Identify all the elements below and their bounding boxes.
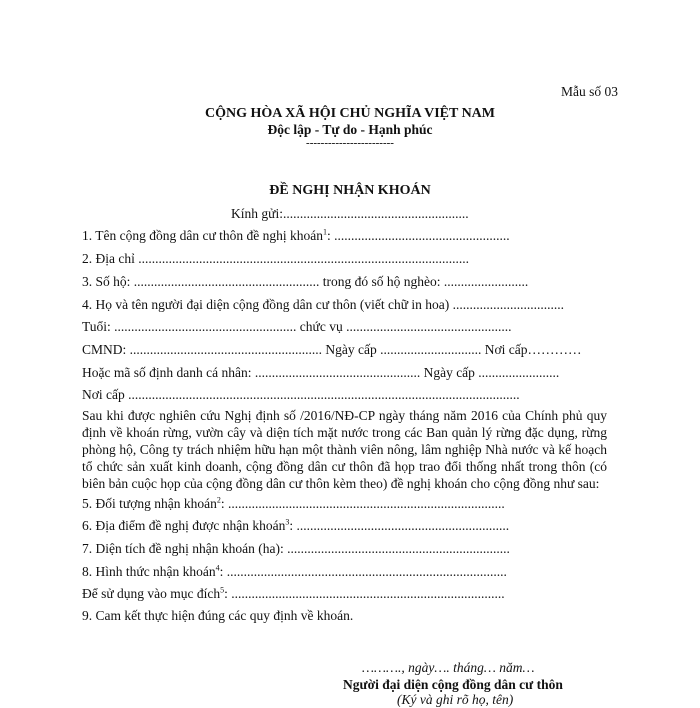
- item-purpose-label: Để sử dụng vào mục đích: [82, 586, 221, 601]
- item-contract-subject-dots: : ..................................................................................: [220, 496, 505, 511]
- motto: Độc lập - Tự do - Hạnh phúc: [267, 122, 433, 137]
- field-address: 2. Địa chỉ ..................................................................................................: [82, 251, 469, 266]
- item-contract-form: [82, 564, 602, 580]
- item-location: [82, 518, 602, 534]
- footnote-ref-4: 4: [215, 563, 220, 573]
- field-personal-id: Hoặc mã số định danh cá nhân: ................................................. Ngày cấp ........................: [82, 365, 560, 380]
- document-title: ĐỀ NGHỊ NHẬN KHOÁN: [269, 183, 431, 198]
- signer-title: Người đại diện cộng đồng dân cư thôn: [343, 677, 563, 692]
- field-representative-name: 4. Họ và tên người đại diện cộng đồng dân cư thôn (viết chữ in hoa) .................................: [82, 297, 565, 312]
- item-purpose-dots: : .................................................................................: [224, 586, 505, 601]
- form-number: Mẫu số 03: [561, 84, 618, 99]
- field-id-card: CMND: ......................................................... Ngày cấp .............................. Nơi cấp…………: [82, 342, 582, 357]
- item-contract-form-dots: : ...................................................................................: [219, 564, 507, 579]
- footnote-ref-2: 2: [216, 495, 221, 505]
- item-location-dots: : ...............................................................: [289, 518, 510, 533]
- header-divider: ------------------------: [306, 137, 394, 149]
- item-commitment: 9. Cam kết thực hiện đúng các quy định về khoán.: [82, 608, 354, 623]
- field-issue-place: Nơi cấp ....................................................................................................................: [82, 387, 520, 402]
- item-contract-subject-label: 5. Đối tượng nhận khoán: [82, 496, 217, 511]
- field-community-name-dots: : ....................................................: [327, 228, 510, 243]
- field-household-count: 3. Số hộ: ....................................................... trong đó số hộ nghèo: .........................: [82, 274, 529, 289]
- item-area: 7. Diện tích đề nghị nhận khoán (ha): ..................................................................: [82, 541, 510, 556]
- item-contract-subject: [82, 496, 602, 512]
- greeting-line: Kính gửi:.......................................................: [231, 206, 469, 221]
- signature-date-line: ………., ngày…. tháng… năm…: [362, 660, 535, 675]
- country-heading: CỘNG HÒA XÃ HỘI CHỦ NGHĨA VIỆT NAM: [204, 106, 495, 121]
- field-community-name: [82, 228, 602, 244]
- footnote-ref-3: 3: [285, 517, 290, 527]
- body-paragraph: Sau khi được nghiên cứu Nghị định số /2016/NĐ-CP ngày tháng năm 2016 của Chính phủ quy định về khoán rừng, vườn cây và diện tích mặt nước trong các Ban quản lý rừng đặc dụng, rừng phòng hộ, Công ty trách nhiệm hữu hạn một thành viên nông, lâm nghiệp Nhà nước và kế hoạch tổ chức sản xuất kinh doanh, cộng đồng dân cư thôn đã họp trao đổi thống nhất trong thôn (có biên bản cuộc họp của cộng đồng dân cư thôn kèm theo) đề nghị khoán cho cộng đồng như sau:: [82, 408, 607, 491]
- signature-note: (Ký và ghi rõ họ, tên): [397, 692, 514, 707]
- item-purpose: [82, 586, 602, 602]
- item-contract-form-label: 8. Hình thức nhận khoán: [82, 564, 216, 579]
- item-location-label: 6. Địa điểm đề nghị được nhận khoán: [82, 518, 286, 533]
- footnote-ref-5: 5: [220, 585, 225, 595]
- field-age-position: Tuổi: ...................................................... chức vụ .................................................: [82, 319, 512, 334]
- field-community-name-label: 1. Tên cộng đồng dân cư thôn đề nghị khoán: [82, 228, 324, 243]
- footnote-ref-1: 1: [323, 227, 328, 237]
